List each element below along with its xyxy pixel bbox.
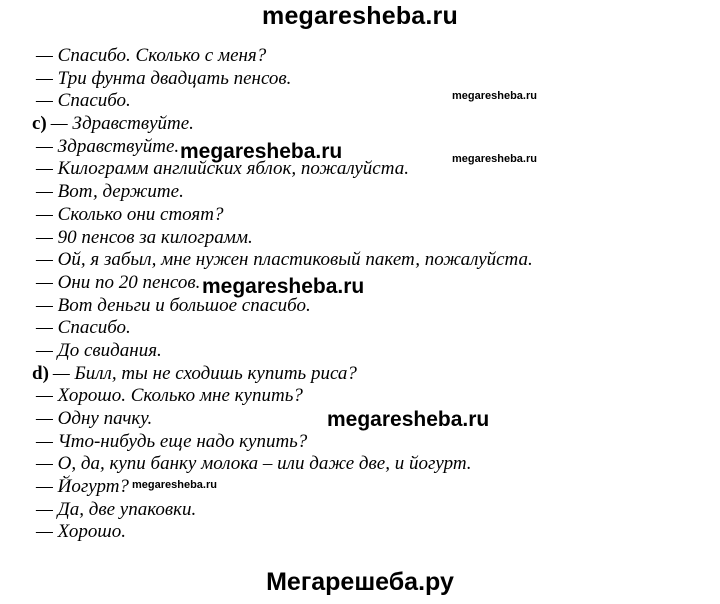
dialogue-line <box>32 476 533 499</box>
dialogue-text: — Вот, держите. <box>36 181 184 203</box>
dialogue-text: — Хорошо. <box>36 521 126 543</box>
site-footer-title: Мегарешеба.ру <box>266 568 454 596</box>
dialogue-line <box>32 499 533 522</box>
dialogue-line <box>32 113 533 136</box>
watermark-text: megaresheba.ru <box>452 90 537 102</box>
dialogue-text: — Спасибо. <box>36 90 131 112</box>
dialogue-line <box>32 227 533 250</box>
dialogue-line <box>32 68 533 91</box>
dialogue-line <box>32 181 533 204</box>
site-header-title: megaresheba.ru <box>262 2 458 30</box>
watermark-text: megaresheba.ru <box>202 275 365 298</box>
watermark-text: megaresheba.ru <box>452 153 537 165</box>
dialogue-text: — Билл, ты не сходишь купить риса? <box>52 362 357 384</box>
dialogue-text: — 90 пенсов за килограмм. <box>36 226 253 248</box>
dialogue-text: — До свидания. <box>36 339 162 361</box>
dialogue-text: — Килограмм английских яблок, пожалуйста. <box>36 158 409 180</box>
dialogue-text: — Три фунта двадцать пенсов. <box>36 67 292 89</box>
watermark-text: megaresheba.ru <box>132 479 217 491</box>
dialogue-line <box>32 340 533 363</box>
dialogue-line <box>32 45 533 68</box>
dialogue-line <box>32 385 533 408</box>
dialogue-line <box>32 363 533 386</box>
dialogue-line <box>32 521 533 544</box>
watermark-text: megaresheba.ru <box>180 140 343 163</box>
watermark-text: megaresheba.ru <box>327 408 490 431</box>
dialogue-line <box>32 317 533 340</box>
dialogue-text: — Здравствуйте. <box>50 113 194 135</box>
dialogue-text: — Вот деньги и большое спасибо. <box>36 294 311 316</box>
dialogue-text: — Йогурт? <box>36 476 129 498</box>
dialogue-text: — Спасибо. <box>36 317 131 339</box>
exercise-label: c) <box>32 113 47 135</box>
dialogue-text: — Спасибо. Сколько с меня? <box>36 45 267 66</box>
dialogue-text: — О, да, купи банку молока – или даже две, и йогурт. <box>36 453 472 475</box>
dialogue-text: — Здравствуйте. <box>36 135 180 157</box>
dialogue-line <box>32 431 533 454</box>
dialogue-text: — Что-нибудь еще надо купить? <box>36 430 308 452</box>
dialogue-text: — Сколько они стоят? <box>36 203 224 225</box>
dialogue-text: — Да, две упаковки. <box>36 498 197 520</box>
exercise-label: d) <box>32 362 49 384</box>
dialogue-text: — Хорошо. Сколько мне купить? <box>36 385 303 407</box>
dialogue-line <box>32 249 533 272</box>
dialogue-text: — Ой, я забыл, мне нужен пластиковый пакет, пожалуйста. <box>36 249 533 271</box>
dialogue-text: — Одну пачку. <box>36 408 153 429</box>
dialogue-line <box>32 204 533 227</box>
dialogue-line <box>32 453 533 476</box>
dialogue-text: — Они по 20 пенсов. <box>36 271 201 293</box>
